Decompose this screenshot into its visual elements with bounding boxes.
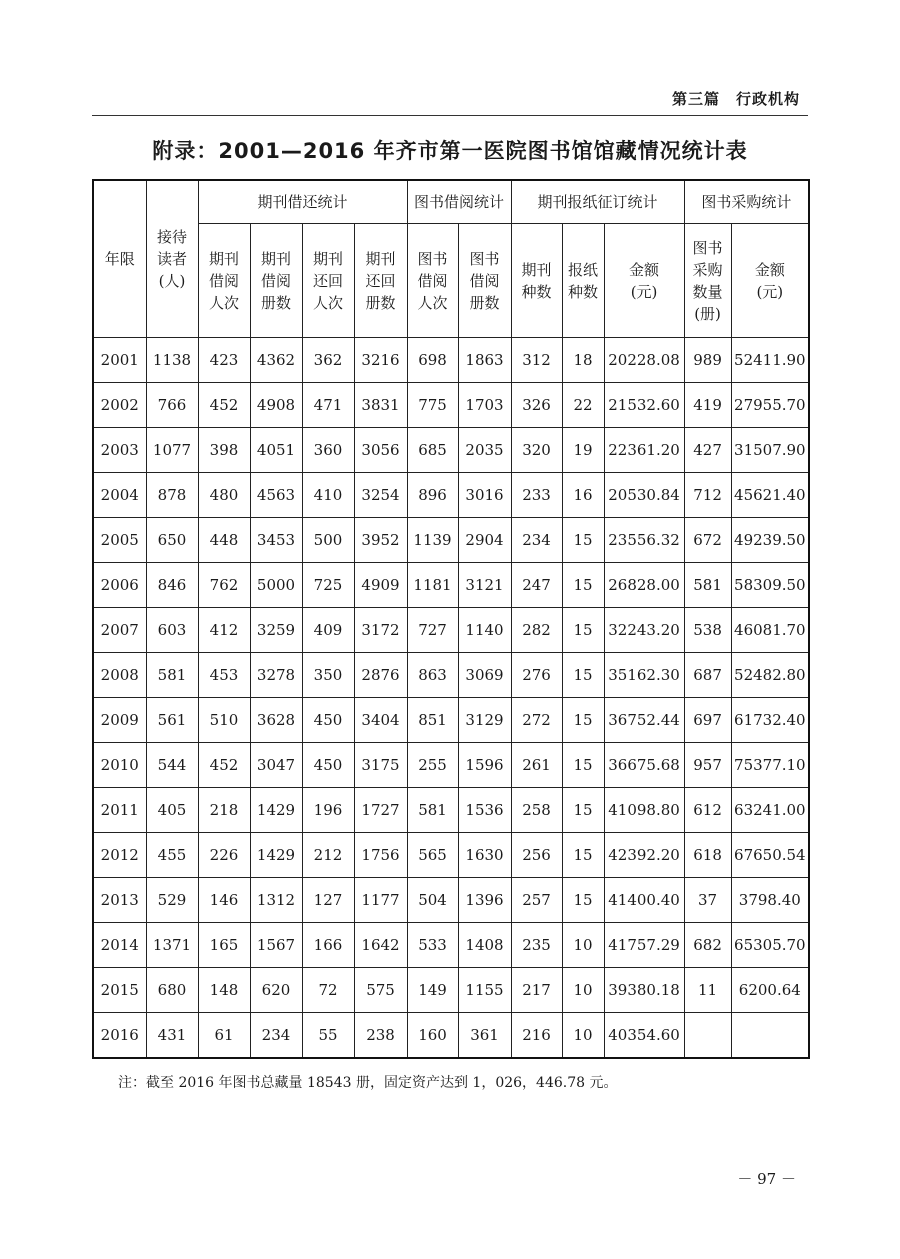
- table-cell: 55: [302, 1013, 354, 1059]
- table-cell: 1077: [146, 428, 198, 473]
- table-cell: 272: [511, 698, 562, 743]
- table-cell: 1642: [354, 923, 407, 968]
- table-cell: 4909: [354, 563, 407, 608]
- row-year-cell: 2004: [93, 473, 146, 518]
- table-cell: 258: [511, 788, 562, 833]
- header-purchases: 图书采购统计: [684, 180, 809, 224]
- table-cell: 1429: [250, 833, 302, 878]
- table-cell: 423: [198, 338, 250, 383]
- table-cell: 127: [302, 878, 354, 923]
- row-year-cell: 2014: [93, 923, 146, 968]
- table-cell: 1396: [458, 878, 511, 923]
- table-cell: 846: [146, 563, 198, 608]
- table-cell: 212: [302, 833, 354, 878]
- row-year-cell: 2009: [93, 698, 146, 743]
- table-cell: 233: [511, 473, 562, 518]
- row-year-cell: 2016: [93, 1013, 146, 1059]
- table-cell: 1863: [458, 338, 511, 383]
- row-year-cell: 2001: [93, 338, 146, 383]
- table-cell: 725: [302, 563, 354, 608]
- header-readers: 接待 读者 (人): [146, 180, 198, 338]
- table-cell: 226: [198, 833, 250, 878]
- table-cell: 3069: [458, 653, 511, 698]
- table-cell: 148: [198, 968, 250, 1013]
- table-cell: 510: [198, 698, 250, 743]
- table-cell: 672: [684, 518, 731, 563]
- table-cell: 72: [302, 968, 354, 1013]
- table-cell: 37: [684, 878, 731, 923]
- subheader-cell: 期刊 借阅 人次: [198, 224, 250, 338]
- table-cell: 255: [407, 743, 458, 788]
- table-cell: 52482.80: [731, 653, 809, 698]
- subheader-row: [93, 224, 809, 338]
- subheader-cell: 报纸 种数: [562, 224, 604, 338]
- table-cell: 3628: [250, 698, 302, 743]
- table-cell: 35162.30: [604, 653, 684, 698]
- table-cell: 1155: [458, 968, 511, 1013]
- row-year-cell: 2006: [93, 563, 146, 608]
- table-cell: 3254: [354, 473, 407, 518]
- row-year-cell: 2002: [93, 383, 146, 428]
- table-cell: 234: [511, 518, 562, 563]
- table-cell: 989: [684, 338, 731, 383]
- table-cell: 40354.60: [604, 1013, 684, 1059]
- table-cell: 529: [146, 878, 198, 923]
- table-cell: 1371: [146, 923, 198, 968]
- subheader-cell: 图书 采购 数量 (册): [684, 224, 731, 338]
- table-cell: 412: [198, 608, 250, 653]
- table-cell: 957: [684, 743, 731, 788]
- table-cell: 1177: [354, 878, 407, 923]
- table-cell: 1536: [458, 788, 511, 833]
- table-cell: 320: [511, 428, 562, 473]
- table-cell: 10: [562, 968, 604, 1013]
- table-row: [93, 743, 809, 788]
- header-rule: [92, 115, 808, 116]
- table-cell: 697: [684, 698, 731, 743]
- table-cell: 504: [407, 878, 458, 923]
- table-cell: [731, 1013, 809, 1059]
- table-cell: 471: [302, 383, 354, 428]
- table-cell: 165: [198, 923, 250, 968]
- table-row: [93, 833, 809, 878]
- table-cell: 1567: [250, 923, 302, 968]
- table-cell: 22361.20: [604, 428, 684, 473]
- table-cell: 3056: [354, 428, 407, 473]
- table-cell: 3278: [250, 653, 302, 698]
- table-body: [93, 338, 809, 1059]
- table-cell: 2904: [458, 518, 511, 563]
- table-cell: 146: [198, 878, 250, 923]
- table-cell: 16: [562, 473, 604, 518]
- table-cell: 685: [407, 428, 458, 473]
- table-cell: 4362: [250, 338, 302, 383]
- subheader-cell: 期刊 种数: [511, 224, 562, 338]
- table-cell: 166: [302, 923, 354, 968]
- table-cell: 3453: [250, 518, 302, 563]
- table-cell: 67650.54: [731, 833, 809, 878]
- table-cell: 419: [684, 383, 731, 428]
- table-cell: 75377.10: [731, 743, 809, 788]
- table-row: [93, 1013, 809, 1059]
- row-year-cell: 2012: [93, 833, 146, 878]
- table-cell: 1630: [458, 833, 511, 878]
- table-cell: 350: [302, 653, 354, 698]
- table-cell: 766: [146, 383, 198, 428]
- table-cell: 1138: [146, 338, 198, 383]
- table-cell: 10: [562, 923, 604, 968]
- row-year-cell: 2011: [93, 788, 146, 833]
- table-cell: 11: [684, 968, 731, 1013]
- table-cell: 405: [146, 788, 198, 833]
- subheader-cell: 金额 (元): [731, 224, 809, 338]
- table-cell: 1756: [354, 833, 407, 878]
- subheader-cell: 金额 (元): [604, 224, 684, 338]
- table-row: [93, 383, 809, 428]
- table-cell: 4908: [250, 383, 302, 428]
- table-cell: 160: [407, 1013, 458, 1059]
- table-cell: 20530.84: [604, 473, 684, 518]
- table-cell: 427: [684, 428, 731, 473]
- table-cell: 1312: [250, 878, 302, 923]
- table-cell: 3172: [354, 608, 407, 653]
- table-cell: 561: [146, 698, 198, 743]
- table-cell: 762: [198, 563, 250, 608]
- table-row: [93, 338, 809, 383]
- header-subscriptions: 期刊报纸征订统计: [511, 180, 684, 224]
- table-cell: 581: [407, 788, 458, 833]
- row-year-cell: 2013: [93, 878, 146, 923]
- table-cell: 217: [511, 968, 562, 1013]
- table-cell: 409: [302, 608, 354, 653]
- table-cell: 235: [511, 923, 562, 968]
- table-row: [93, 968, 809, 1013]
- table-row: [93, 608, 809, 653]
- table-cell: 282: [511, 608, 562, 653]
- table-cell: 63241.00: [731, 788, 809, 833]
- subheader-cell: 图书 借阅 册数: [458, 224, 511, 338]
- table-cell: 452: [198, 743, 250, 788]
- table-row: [93, 428, 809, 473]
- table-row: [93, 788, 809, 833]
- table-cell: 26828.00: [604, 563, 684, 608]
- table-cell: 257: [511, 878, 562, 923]
- subheader-cell: 期刊 还回 人次: [302, 224, 354, 338]
- table-cell: 3121: [458, 563, 511, 608]
- table-cell: 896: [407, 473, 458, 518]
- table-cell: 27955.70: [731, 383, 809, 428]
- table-cell: 18: [562, 338, 604, 383]
- table-cell: 276: [511, 653, 562, 698]
- table-cell: 15: [562, 698, 604, 743]
- table-cell: 398: [198, 428, 250, 473]
- table-cell: 4563: [250, 473, 302, 518]
- table-title: 附录：2001—2016 年齐市第一医院图书馆馆藏情况统计表: [152, 139, 748, 163]
- table-cell: 533: [407, 923, 458, 968]
- table-cell: 3798.40: [731, 878, 809, 923]
- table-cell: 500: [302, 518, 354, 563]
- table-cell: 216: [511, 1013, 562, 1059]
- table-row: [93, 518, 809, 563]
- table-cell: 878: [146, 473, 198, 518]
- table-cell: 2876: [354, 653, 407, 698]
- table-cell: 61732.40: [731, 698, 809, 743]
- table-row: [93, 878, 809, 923]
- table-cell: 61: [198, 1013, 250, 1059]
- table-cell: 58309.50: [731, 563, 809, 608]
- table-cell: 46081.70: [731, 608, 809, 653]
- table-cell: 45621.40: [731, 473, 809, 518]
- table-row: [93, 923, 809, 968]
- subheader-cell: 期刊 还回 册数: [354, 224, 407, 338]
- table-cell: 234: [250, 1013, 302, 1059]
- table-cell: 3129: [458, 698, 511, 743]
- table-cell: 361: [458, 1013, 511, 1059]
- table-cell: 450: [302, 698, 354, 743]
- table-cell: 31507.90: [731, 428, 809, 473]
- table-cell: 196: [302, 788, 354, 833]
- row-year-cell: 2015: [93, 968, 146, 1013]
- table-cell: 452: [198, 383, 250, 428]
- table-cell: 22: [562, 383, 604, 428]
- table-cell: 863: [407, 653, 458, 698]
- table-cell: 19: [562, 428, 604, 473]
- table-cell: 15: [562, 608, 604, 653]
- table-cell: 49239.50: [731, 518, 809, 563]
- table-cell: 581: [146, 653, 198, 698]
- table-cell: 15: [562, 833, 604, 878]
- header-periodical-loans: 期刊借还统计: [198, 180, 407, 224]
- table-cell: 650: [146, 518, 198, 563]
- table-cell: 3047: [250, 743, 302, 788]
- table-row: [93, 563, 809, 608]
- page-number: － 97 －: [737, 1170, 796, 1188]
- table-cell: 3016: [458, 473, 511, 518]
- table-cell: 1703: [458, 383, 511, 428]
- table-cell: 6200.64: [731, 968, 809, 1013]
- table-cell: 15: [562, 878, 604, 923]
- table-cell: 15: [562, 788, 604, 833]
- table-cell: 238: [354, 1013, 407, 1059]
- table-note: 注：截至 2016 年图书总藏量 18543 册，固定资产达到 1，026，446.78 元。: [118, 1075, 618, 1091]
- table-cell: 23556.32: [604, 518, 684, 563]
- table-cell: 326: [511, 383, 562, 428]
- table-row: [93, 653, 809, 698]
- table-cell: 1429: [250, 788, 302, 833]
- table-cell: 256: [511, 833, 562, 878]
- table-cell: 41400.40: [604, 878, 684, 923]
- row-year-cell: 2010: [93, 743, 146, 788]
- table-cell: 538: [684, 608, 731, 653]
- table-cell: 455: [146, 833, 198, 878]
- table-cell: 15: [562, 518, 604, 563]
- table-cell: 682: [684, 923, 731, 968]
- table-cell: 261: [511, 743, 562, 788]
- table-cell: [684, 1013, 731, 1059]
- table-cell: 612: [684, 788, 731, 833]
- table-cell: 680: [146, 968, 198, 1013]
- table-cell: 775: [407, 383, 458, 428]
- table-cell: 687: [684, 653, 731, 698]
- subheader-cell: 图书 借阅 人次: [407, 224, 458, 338]
- table-cell: 4051: [250, 428, 302, 473]
- table-cell: 727: [407, 608, 458, 653]
- table-cell: 618: [684, 833, 731, 878]
- table-cell: 581: [684, 563, 731, 608]
- table-cell: 32243.20: [604, 608, 684, 653]
- table-cell: 1140: [458, 608, 511, 653]
- header-year: 年限: [93, 180, 146, 338]
- row-year-cell: 2007: [93, 608, 146, 653]
- header-book-loans: 图书借阅统计: [407, 180, 511, 224]
- table-cell: 21532.60: [604, 383, 684, 428]
- table-cell: 1408: [458, 923, 511, 968]
- table-cell: 218: [198, 788, 250, 833]
- table-cell: 5000: [250, 563, 302, 608]
- table-cell: 431: [146, 1013, 198, 1059]
- table-cell: 65305.70: [731, 923, 809, 968]
- table-cell: 851: [407, 698, 458, 743]
- table-cell: 41098.80: [604, 788, 684, 833]
- table-cell: 15: [562, 653, 604, 698]
- row-year-cell: 2005: [93, 518, 146, 563]
- table-cell: 620: [250, 968, 302, 1013]
- table-cell: 2035: [458, 428, 511, 473]
- table-cell: 52411.90: [731, 338, 809, 383]
- table-cell: 41757.29: [604, 923, 684, 968]
- table-cell: 575: [354, 968, 407, 1013]
- subheader-cell: 期刊 借阅 册数: [250, 224, 302, 338]
- row-year-cell: 2003: [93, 428, 146, 473]
- table-cell: 10: [562, 1013, 604, 1059]
- table-row: [93, 698, 809, 743]
- table-cell: 20228.08: [604, 338, 684, 383]
- table-cell: 36675.68: [604, 743, 684, 788]
- table-cell: 15: [562, 743, 604, 788]
- table-cell: 39380.18: [604, 968, 684, 1013]
- running-head: 第三篇 行政机构: [671, 90, 800, 108]
- table-cell: 247: [511, 563, 562, 608]
- table-cell: 453: [198, 653, 250, 698]
- table-cell: 450: [302, 743, 354, 788]
- table-cell: 712: [684, 473, 731, 518]
- table-cell: 3216: [354, 338, 407, 383]
- table-cell: 149: [407, 968, 458, 1013]
- table-cell: 1181: [407, 563, 458, 608]
- table-cell: 448: [198, 518, 250, 563]
- table-cell: 36752.44: [604, 698, 684, 743]
- table-cell: 3259: [250, 608, 302, 653]
- table-cell: 42392.20: [604, 833, 684, 878]
- table-cell: 3952: [354, 518, 407, 563]
- table-cell: 544: [146, 743, 198, 788]
- table-cell: 360: [302, 428, 354, 473]
- table-cell: 565: [407, 833, 458, 878]
- table-cell: 1596: [458, 743, 511, 788]
- row-year-cell: 2008: [93, 653, 146, 698]
- table-cell: 3831: [354, 383, 407, 428]
- table-cell: 1727: [354, 788, 407, 833]
- table-cell: 3175: [354, 743, 407, 788]
- table-cell: 603: [146, 608, 198, 653]
- table-cell: 698: [407, 338, 458, 383]
- table-cell: 312: [511, 338, 562, 383]
- table-cell: 15: [562, 563, 604, 608]
- table-cell: 480: [198, 473, 250, 518]
- table-cell: 362: [302, 338, 354, 383]
- statistics-table: [92, 179, 810, 1059]
- table-row: [93, 473, 809, 518]
- table-cell: 1139: [407, 518, 458, 563]
- table-cell: 3404: [354, 698, 407, 743]
- table-cell: 410: [302, 473, 354, 518]
